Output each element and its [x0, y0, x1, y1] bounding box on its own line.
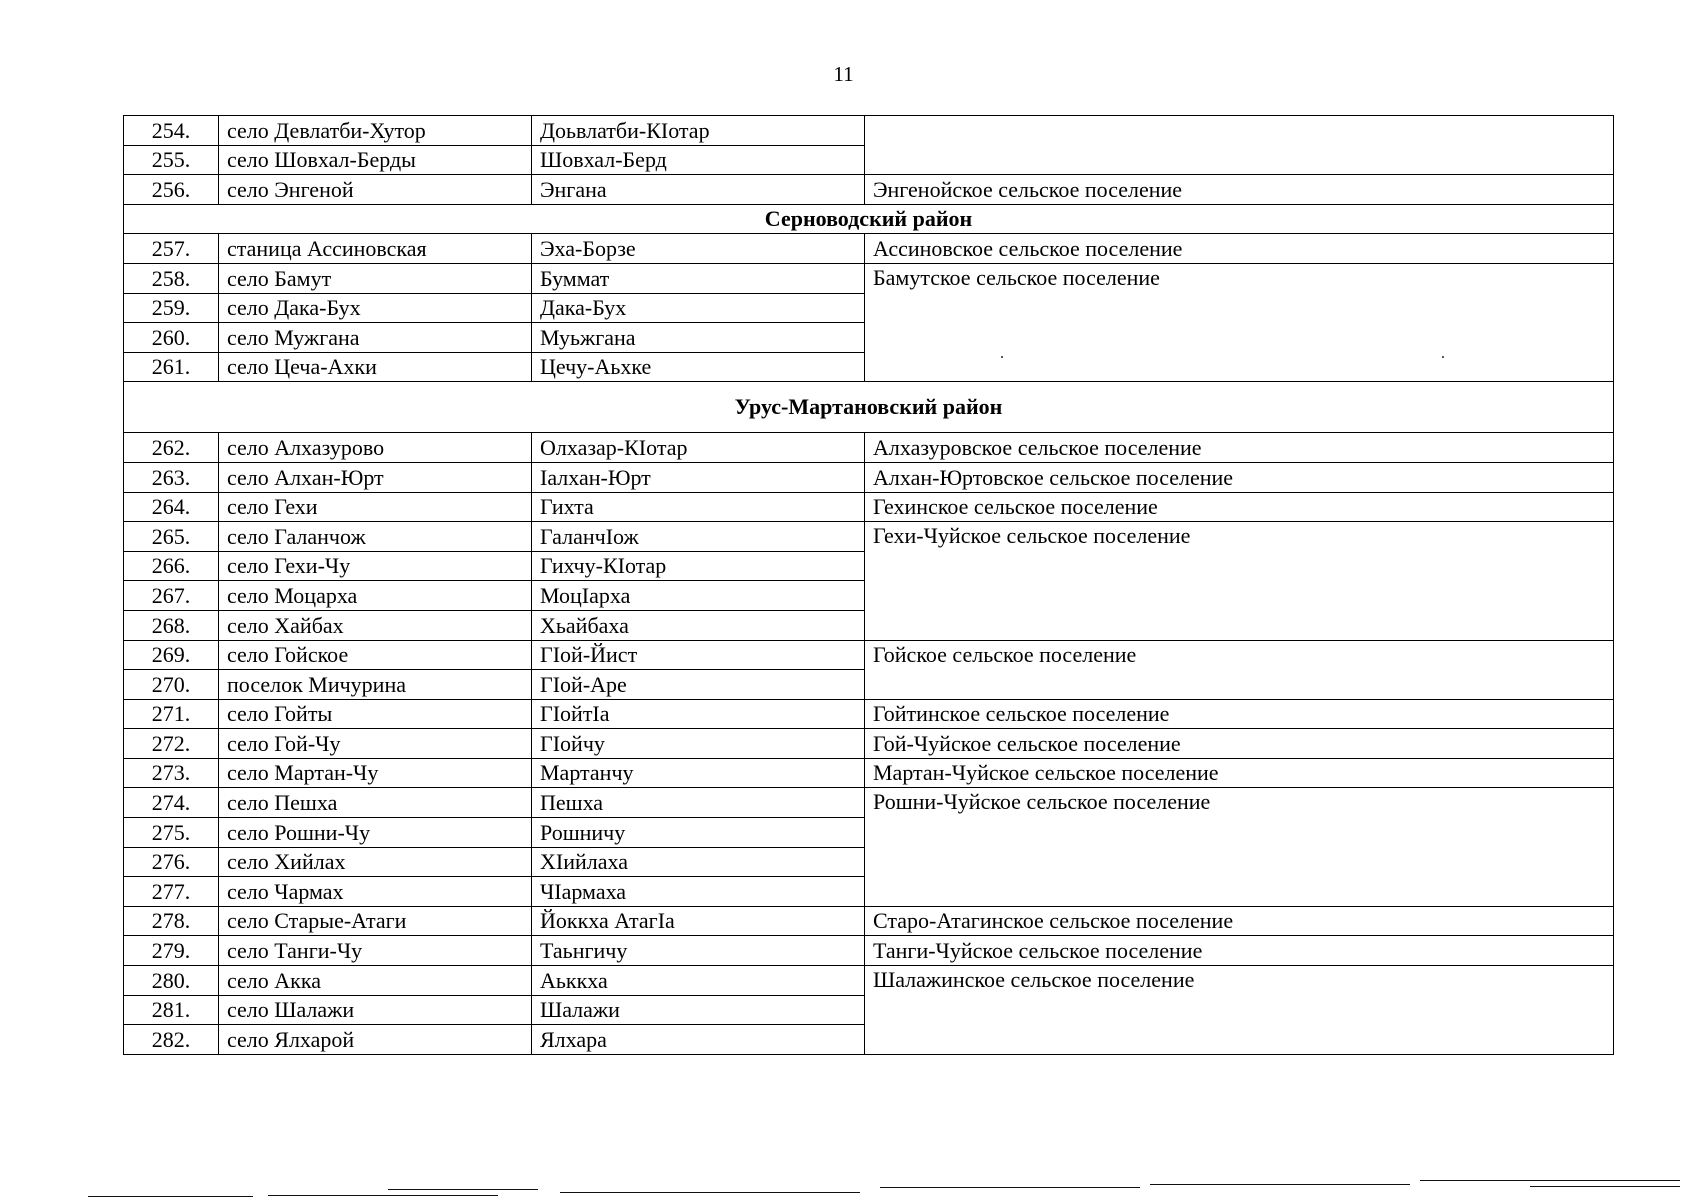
- scan-edge-lines: [0, 1170, 1687, 1200]
- table-row: [124, 522, 1614, 552]
- row-number: 278.: [124, 906, 219, 936]
- scan-line: [560, 1192, 860, 1193]
- russian-name: село Гой-Чу: [219, 729, 532, 759]
- scan-line: [1420, 1180, 1680, 1181]
- russian-name: село Цеча-Ахки: [219, 352, 532, 382]
- settlement-cell: Танги-Чуйское сельское поселение: [865, 936, 1614, 966]
- russian-name: село Танги-Чу: [219, 936, 532, 966]
- russian-name: село Хайбах: [219, 610, 532, 640]
- chechen-name: ГIой-Аре: [532, 670, 865, 700]
- row-number: 281.: [124, 995, 219, 1025]
- chechen-name: Гихта: [532, 492, 865, 522]
- russian-name: село Акка: [219, 966, 532, 996]
- row-number: 254.: [124, 116, 219, 146]
- row-number: 262.: [124, 433, 219, 463]
- row-number: 266.: [124, 551, 219, 581]
- row-number: 273.: [124, 758, 219, 788]
- row-number: 256.: [124, 175, 219, 205]
- chechen-name: Ялхара: [532, 1025, 865, 1055]
- russian-name: село Гойское: [219, 640, 532, 670]
- chechen-name: Таьнгичу: [532, 936, 865, 966]
- row-number: 259.: [124, 293, 219, 323]
- district-row: [124, 382, 1614, 433]
- russian-name: село Девлатби-Хутор: [219, 116, 532, 146]
- row-number: 257.: [124, 234, 219, 264]
- russian-name: поселок Мичурина: [219, 670, 532, 700]
- row-number: 276.: [124, 847, 219, 877]
- settlement-cell: Гойтинское сельское поселение: [865, 699, 1614, 729]
- chechen-name: ГIойчу: [532, 729, 865, 759]
- russian-name: село Шовхал-Берды: [219, 145, 532, 175]
- settlement-cell: Старо-Атагинское сельское поселение: [865, 906, 1614, 936]
- chechen-name: Цечу-Аьхке: [532, 352, 865, 382]
- row-number: 282.: [124, 1025, 219, 1055]
- table-row: [124, 263, 1614, 293]
- table-row: [124, 116, 1614, 146]
- row-number: 270.: [124, 670, 219, 700]
- row-number: 261.: [124, 352, 219, 382]
- scan-speck: [1001, 356, 1003, 358]
- row-number: 280.: [124, 966, 219, 996]
- settlement-cell: Гойское сельское поселение: [865, 640, 1614, 699]
- russian-name: село Моцарха: [219, 581, 532, 611]
- russian-name: село Гехи: [219, 492, 532, 522]
- district-heading: Серноводский район: [124, 204, 1614, 234]
- row-number: 263.: [124, 462, 219, 492]
- table-row: [124, 699, 1614, 729]
- russian-name: село Чармах: [219, 877, 532, 907]
- table-row: [124, 936, 1614, 966]
- settlement-cell: Рошни-Чуйское сельское поселение: [865, 788, 1614, 906]
- row-number: 274.: [124, 788, 219, 818]
- row-number: 268.: [124, 610, 219, 640]
- chechen-name: Хьайбаха: [532, 610, 865, 640]
- settlement-cell: Алхазуровское сельское поселение: [865, 433, 1614, 463]
- russian-name: село Пешха: [219, 788, 532, 818]
- settlement-cell: Гехинское сельское поселение: [865, 492, 1614, 522]
- page-number: 11: [833, 62, 854, 86]
- chechen-name: Пешха: [532, 788, 865, 818]
- russian-name: село Ялхарой: [219, 1025, 532, 1055]
- chechen-name: ЧIармаха: [532, 877, 865, 907]
- chechen-name: Муьжгана: [532, 323, 865, 353]
- chechen-name: Эха-Борзе: [532, 234, 865, 264]
- row-number: 265.: [124, 522, 219, 552]
- scan-speck: [1442, 356, 1444, 358]
- chechen-name: Шовхал-Берд: [532, 145, 865, 175]
- scan-line: [88, 1196, 253, 1197]
- table-row: [124, 492, 1614, 522]
- chechen-name: Доьвлатби-КIотар: [532, 116, 865, 146]
- russian-name: село Гойты: [219, 699, 532, 729]
- settlement-cell: Алхан-Юртовское сельское поселение: [865, 462, 1614, 492]
- chechen-name: Рошничу: [532, 818, 865, 848]
- chechen-name: Гихчу-КIотар: [532, 551, 865, 581]
- chechen-name: ГIойтIа: [532, 699, 865, 729]
- chechen-name: Аьккха: [532, 966, 865, 996]
- chechen-name: Энгана: [532, 175, 865, 205]
- russian-name: село Гехи-Чу: [219, 551, 532, 581]
- chechen-name: МоцIарха: [532, 581, 865, 611]
- russian-name: село Хийлах: [219, 847, 532, 877]
- chechen-name: ГаланчIож: [532, 522, 865, 552]
- russian-name: село Галанчож: [219, 522, 532, 552]
- russian-name: село Энгеной: [219, 175, 532, 205]
- row-number: 277.: [124, 877, 219, 907]
- russian-name: село Старые-Атаги: [219, 906, 532, 936]
- scan-line: [388, 1189, 538, 1190]
- table-row: [124, 906, 1614, 936]
- russian-name: село Шалажи: [219, 995, 532, 1025]
- scan-line: [880, 1187, 1140, 1188]
- russian-name: село Дака-Бух: [219, 293, 532, 323]
- scan-line: [1530, 1186, 1680, 1187]
- row-number: 255.: [124, 145, 219, 175]
- table-row: [124, 966, 1614, 996]
- russian-name: станица Ассиновская: [219, 234, 532, 264]
- chechen-name: ХIийлаха: [532, 847, 865, 877]
- table-row: [124, 758, 1614, 788]
- scan-line: [1150, 1184, 1410, 1185]
- row-number: 258.: [124, 263, 219, 293]
- district-row: [124, 204, 1614, 234]
- table-row: [124, 175, 1614, 205]
- settlement-cell: Гой-Чуйское сельское поселение: [865, 729, 1614, 759]
- settlement-cell: Ассиновское сельское поселение: [865, 234, 1614, 264]
- row-number: 260.: [124, 323, 219, 353]
- row-number: 271.: [124, 699, 219, 729]
- russian-name: село Мужгана: [219, 323, 532, 353]
- chechen-name: Iалхан-Юрт: [532, 462, 865, 492]
- settlement-cell: Гехи-Чуйское сельское поселение: [865, 522, 1614, 640]
- chechen-name: Олхазар-КIотар: [532, 433, 865, 463]
- table-row: [124, 640, 1614, 670]
- row-number: 269.: [124, 640, 219, 670]
- chechen-name: Йоккха АтагIа: [532, 906, 865, 936]
- russian-name: село Алхазурово: [219, 433, 532, 463]
- table-row: [124, 729, 1614, 759]
- table-row: [124, 788, 1614, 818]
- chechen-name: Шалажи: [532, 995, 865, 1025]
- district-heading: Урус-Мартановский район: [124, 382, 1614, 433]
- russian-name: село Мартан-Чу: [219, 758, 532, 788]
- table-row: [124, 433, 1614, 463]
- row-number: 275.: [124, 818, 219, 848]
- row-number: 267.: [124, 581, 219, 611]
- chechen-name: Буммат: [532, 263, 865, 293]
- row-number: 264.: [124, 492, 219, 522]
- russian-name: село Рошни-Чу: [219, 818, 532, 848]
- russian-name: село Бамут: [219, 263, 532, 293]
- scan-line: [268, 1195, 498, 1196]
- chechen-name: Дака-Бух: [532, 293, 865, 323]
- settlement-cell: Энгенойское сельское поселение: [865, 175, 1614, 205]
- row-number: 272.: [124, 729, 219, 759]
- table-row: [124, 462, 1614, 492]
- settlement-cell: Шалажинское сельское поселение: [865, 966, 1614, 1055]
- row-number: 279.: [124, 936, 219, 966]
- settlement-cell: Бамутское сельское поселение: [865, 263, 1614, 381]
- settlement-cell: Мартан-Чуйское сельское поселение: [865, 758, 1614, 788]
- chechen-name: ГIой-Йист: [532, 640, 865, 670]
- russian-name: село Алхан-Юрт: [219, 462, 532, 492]
- settlement-cell: [865, 116, 1614, 175]
- settlements-table: [123, 115, 1614, 1055]
- table-row: [124, 234, 1614, 264]
- chechen-name: Мартанчу: [532, 758, 865, 788]
